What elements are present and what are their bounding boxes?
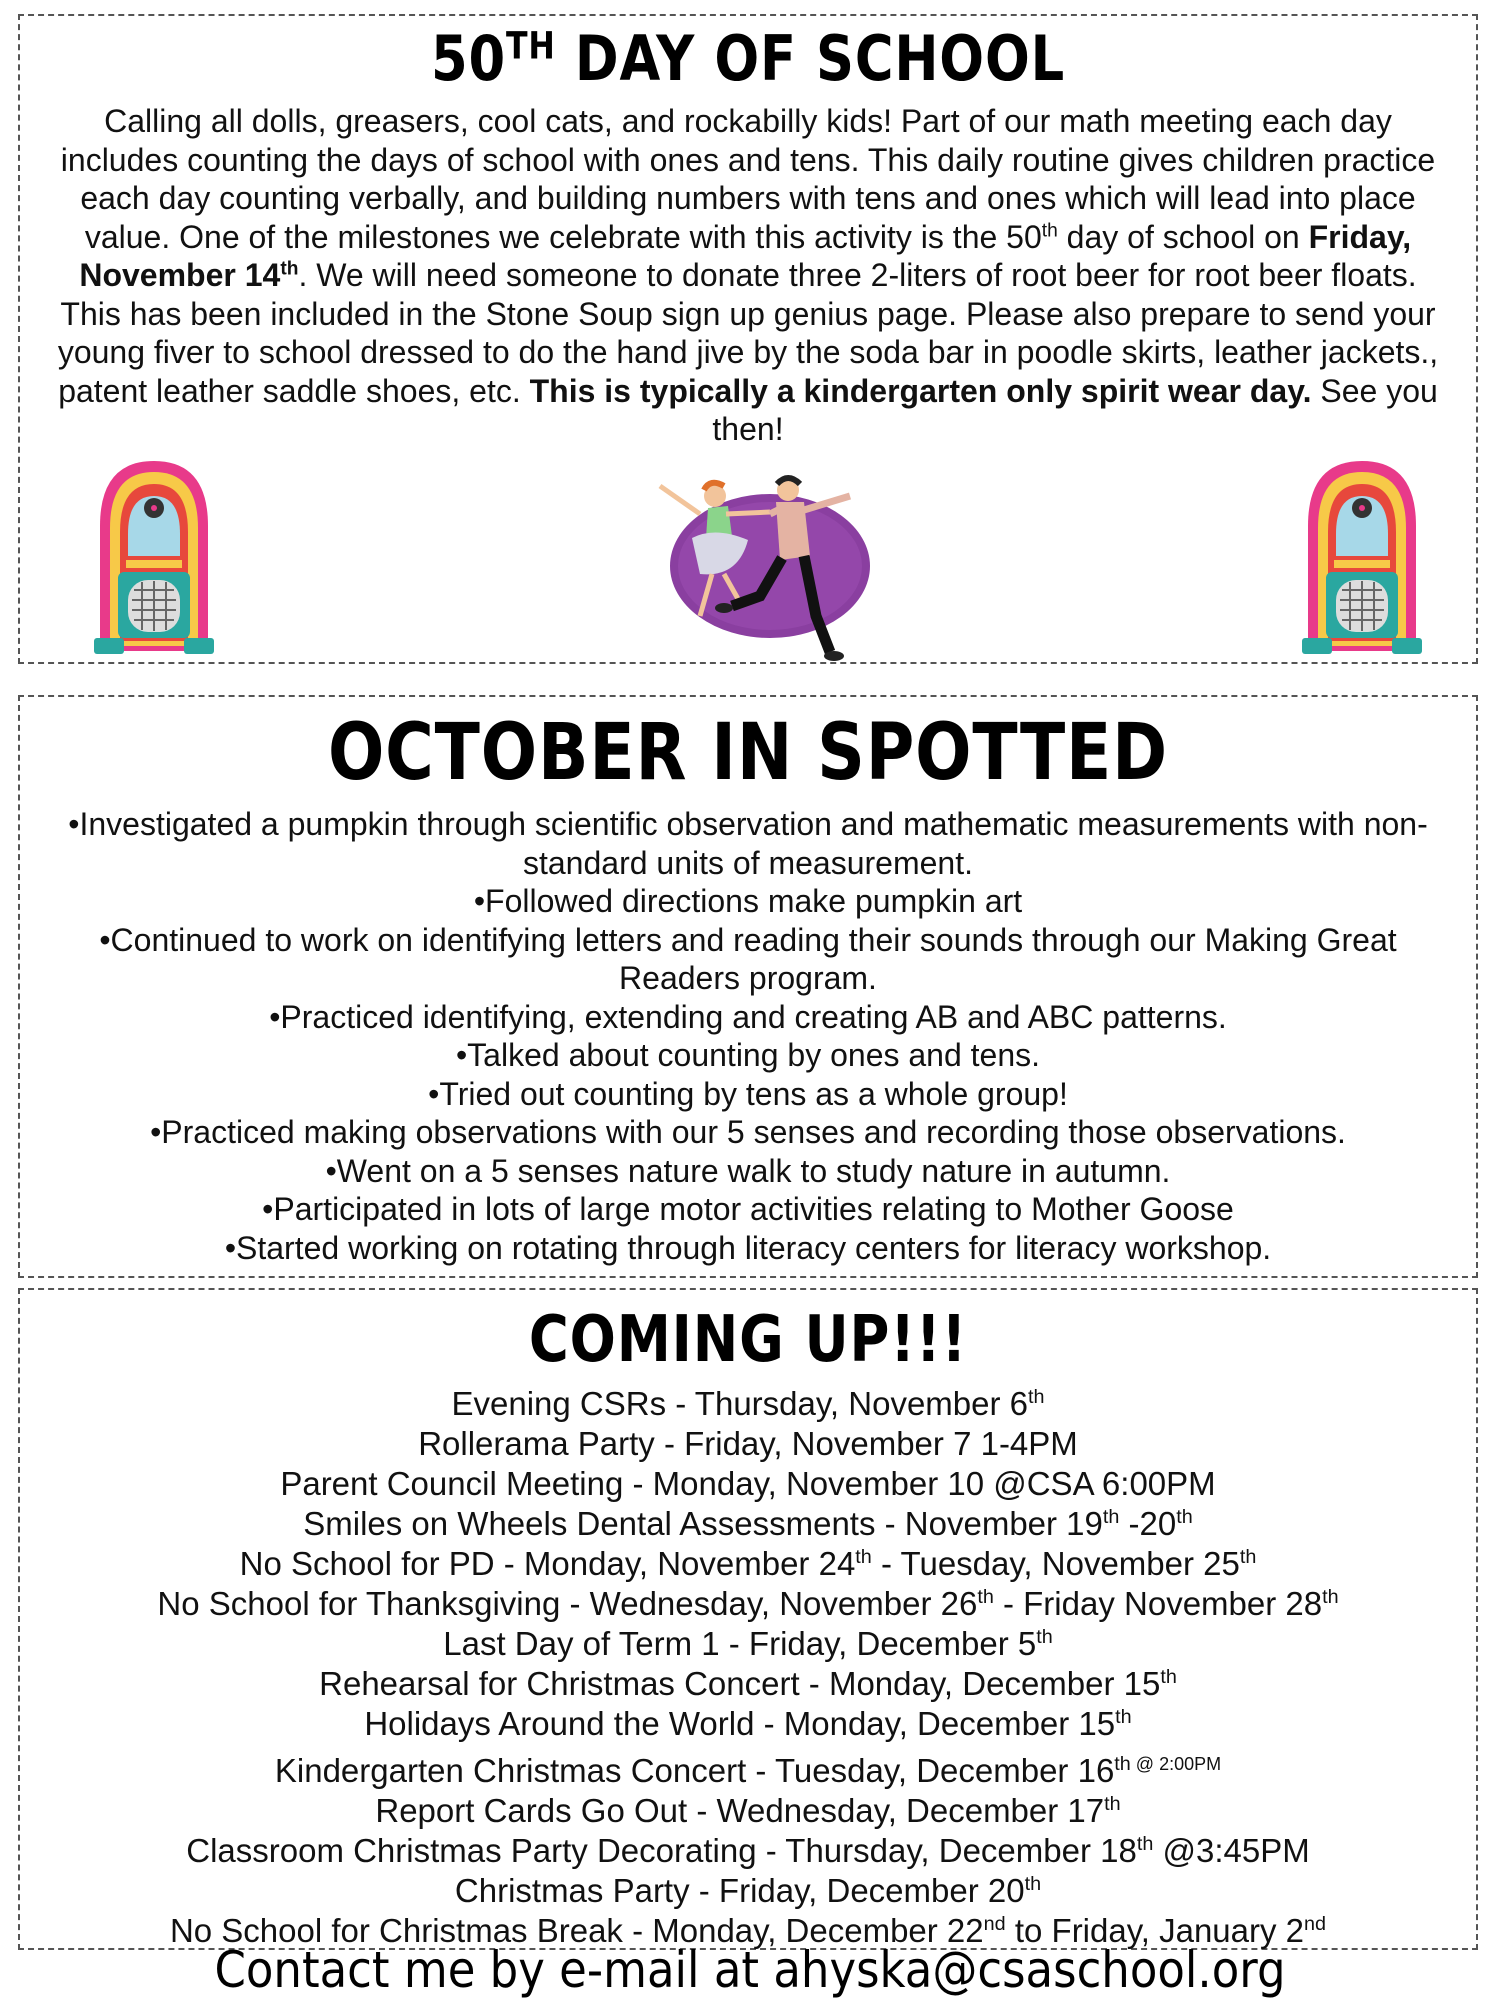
list-item: •Followed directions make pumpkin art <box>473 883 1023 919</box>
event-text: Christmas Party - Friday, December 20 <box>454 1872 1025 1909</box>
event-text: Classroom Christmas Party Decorating - Thursday, December 18 <box>186 1832 1137 1869</box>
event-text: Parent Council Meeting - Monday, November 10 @CSA 6:00PM <box>280 1465 1216 1502</box>
october-section <box>18 695 1478 1278</box>
event-text: Rehearsal for Christmas Concert - Monday, December 15 <box>319 1665 1161 1702</box>
contact-line: Contact me by e-mail at ahyska@csaschool.org <box>214 1941 1286 1999</box>
list-item: •Investigated a pumpkin through scientific observation and mathematic measurements with non-standard units of measurement. <box>68 806 1428 881</box>
title-text: DAY OF SCHOOL <box>555 22 1066 95</box>
event-suffix: th <box>1028 1386 1045 1408</box>
list-item: •Participated in lots of large motor activities relating to Mother Goose <box>262 1191 1234 1227</box>
event-item <box>20 1424 1476 1464</box>
dancing-couple-icon <box>620 456 920 666</box>
list-item: •Practiced making observations with our 5 senses and recording those observations. <box>150 1114 1346 1150</box>
event-item <box>20 1624 1476 1664</box>
event-suffix: th <box>1239 1546 1257 1568</box>
list-item: •Tried out counting by tens as a whole group! <box>428 1075 1068 1112</box>
event-text: No School for PD - Monday, November 24 <box>239 1545 856 1582</box>
coming-up-section <box>18 1288 1478 1950</box>
fiftieth-day-section <box>18 14 1478 664</box>
event-suffix: th <box>1136 1833 1154 1855</box>
event-suffix: th <box>1160 1666 1177 1688</box>
event-text: Last Day of Term 1 - Friday, December 5 <box>443 1625 1037 1662</box>
event-text: Kindergarten Christmas Concert - Tuesday, December 16 <box>274 1752 1115 1789</box>
october-title: OCTOBER IN SPOTTED <box>327 708 1169 798</box>
date-text: Friday, November 14 <box>79 218 1412 293</box>
event-item <box>20 1584 1476 1624</box>
coming-up-title: COMING UP!!! <box>528 1303 968 1377</box>
event-suffix: th <box>1176 1506 1193 1528</box>
event-suffix: th <box>1102 1506 1120 1528</box>
event-item <box>20 1704 1476 1744</box>
jukebox-icon <box>90 456 218 656</box>
event-suffix: th <box>1036 1626 1053 1648</box>
paragraph-text: . We will need someone to donate three 2-liters of root beer for root beer floats. This has been included in the Stone Soup sign up genius page. Please also prepare to send your young fiver to school dressed to do the hand jive by the soda bar in poodle skirts, leather jackets., patent leather saddle shoes, etc. <box>57 257 1439 409</box>
event-suffix: th <box>1114 1753 1131 1775</box>
event-item <box>20 1791 1476 1831</box>
event-item <box>20 1831 1476 1871</box>
event-text: Rollerama Party - Friday, November 7 1-4PM <box>418 1425 1078 1462</box>
event-text: No School for Thanksgiving - Wednesday, November 26 <box>157 1585 978 1622</box>
list-item: •Started working on rotating through literacy centers for literacy workshop. <box>224 1229 1272 1266</box>
events-list <box>20 1384 1476 1951</box>
event-suffix: th <box>1104 1793 1121 1815</box>
paragraph-text: Calling all dolls, greasers, cool cats, and rockabilly kids! Part of our math meeting each day includes counting the days of school with ones and tens. This daily routine gives children practice each day counting verbally, and building numbers with tens and ones which will lead into place value. One of the milestones we celebrate with this activity is the 50 <box>60 103 1436 255</box>
event-text: Holidays Around the World - Monday, December 15 <box>364 1705 1116 1742</box>
event-suffix: th <box>855 1546 872 1568</box>
event-suffix: th <box>1322 1586 1339 1608</box>
title-suffix: TH <box>506 23 556 68</box>
jukebox-icon <box>1298 456 1426 656</box>
list-item: •Continued to work on identifying letters and reading their sounds through our Making Great Readers program. <box>99 921 1397 996</box>
event-text: -20 <box>1119 1505 1177 1542</box>
spirit-wear-note: This is typically a kindergarten only spirit wear day. <box>529 372 1312 409</box>
event-item <box>20 1544 1476 1584</box>
image-row <box>20 456 1476 661</box>
event-text: @3:45PM <box>1153 1832 1310 1869</box>
event-suffix: th <box>977 1586 994 1608</box>
fiftieth-day-paragraph <box>50 102 1446 449</box>
event-item <box>20 1464 1476 1504</box>
event-item <box>20 1504 1476 1544</box>
event-suffix: nd <box>983 1913 1006 1935</box>
october-list <box>40 805 1456 1267</box>
date-suffix: th <box>280 258 299 280</box>
event-item <box>20 1664 1476 1704</box>
event-text: - Friday November 28 <box>993 1585 1323 1622</box>
list-item: •Went on a 5 senses nature walk to study nature in autumn. <box>325 1152 1171 1189</box>
event-item <box>20 1744 1476 1791</box>
event-text: Evening CSRs - Thursday, November 6 <box>451 1385 1029 1422</box>
event-suffix: th <box>1115 1706 1132 1728</box>
event-item <box>20 1871 1476 1911</box>
event-text: No School for Christmas Break - Monday, December 22 <box>169 1912 984 1949</box>
event-text: - Tuesday, November 25 <box>871 1545 1240 1582</box>
paragraph-suffix: th <box>1041 219 1058 241</box>
event-suffix: nd <box>1304 1913 1327 1935</box>
paragraph-text: See you then! <box>712 372 1438 447</box>
list-item: •Talked about counting by ones and tens. <box>455 1037 1041 1073</box>
event-text: to Friday, January 2 <box>1005 1912 1305 1949</box>
event-text: Report Cards Go Out - Wednesday, December 17 <box>375 1792 1105 1829</box>
title-number: 50 <box>430 22 507 95</box>
event-text: Smiles on Wheels Dental Assessments - November 19 <box>303 1505 1103 1542</box>
event-item <box>20 1384 1476 1424</box>
list-item: •Practiced identifying, extending and creating AB and ABC patterns. <box>269 998 1227 1035</box>
fiftieth-day-title <box>129 20 1367 98</box>
event-suffix: th <box>1024 1873 1042 1895</box>
event-time-note: @ 2:00PM <box>1130 1754 1222 1774</box>
paragraph-text: day of school on <box>1057 218 1309 255</box>
